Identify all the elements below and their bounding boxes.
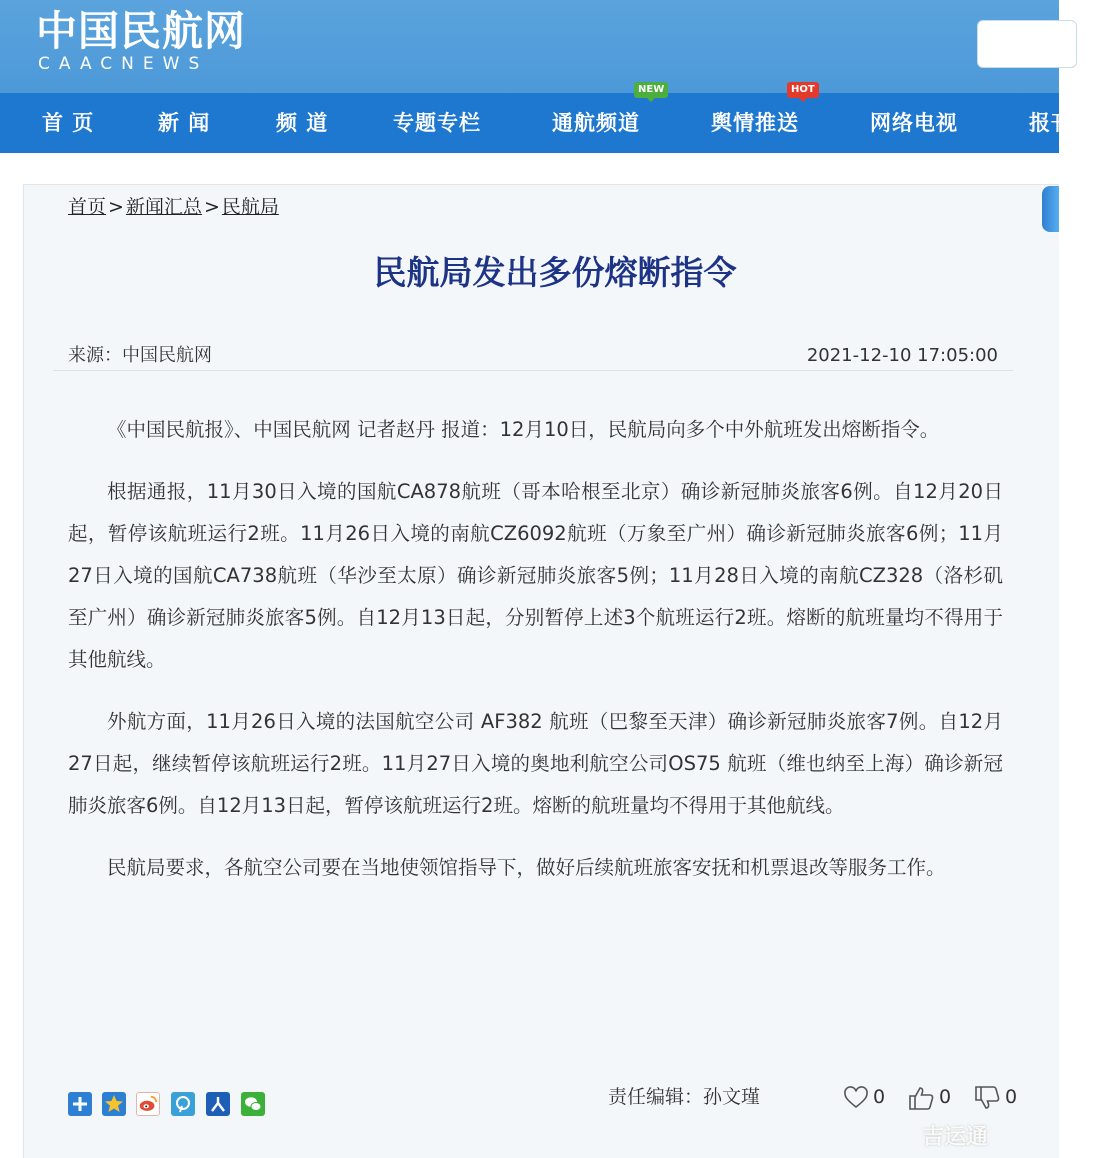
hot-badge: HOT [787,82,819,98]
site-logo[interactable] [36,8,246,74]
responsible-editor: 责任编辑：孙文瑾 [608,1086,761,1108]
like-count: 0 [873,1086,886,1108]
breadcrumb-separator: > [203,196,220,218]
tencent-weibo-icon[interactable] [171,1092,195,1116]
breadcrumb-separator: > [108,196,124,218]
article-source: 来源：中国民航网 [68,345,212,366]
nav-item-news[interactable] [158,93,210,153]
breadcrumb-news-link[interactable]: 新闻汇总 [125,196,202,218]
article-meta [68,341,998,371]
thumbs-up-count: 0 [939,1086,952,1108]
nav-label: 频 道 [276,111,329,135]
nav-item-general-aviation[interactable] [552,84,665,153]
nav-label: 首 页 [42,111,95,135]
article-body [68,409,1003,909]
weibo-icon[interactable] [136,1092,160,1116]
watermark-text: 吉运通 [922,1125,989,1150]
watermark-logo [922,1120,988,1151]
nav-label: 专题专栏 [393,111,481,135]
article-date: 2021-12-10 17:05:00 [806,345,998,366]
nav-item-home[interactable] [42,93,94,153]
nav-label: 新 闻 [158,111,211,135]
nav-item-newspapers[interactable] [1029,93,1073,153]
article-paragraph: 民航局要求，各航空公司要在当地使领馆指导下，做好后续航班旅客安抚和机票退改等服务工作。 [107,856,946,879]
logo-english-text: CAACNEWS [38,54,209,74]
breadcrumb-home-link[interactable]: 首页 [68,196,107,218]
breadcrumb [68,193,279,221]
thumbs-up-icon [907,1085,935,1111]
breadcrumb-caac-link[interactable]: 民航局 [221,196,279,218]
nav-item-channels[interactable] [276,93,328,153]
new-badge: NEW [634,82,668,98]
nav-label: 网络电视 [870,111,958,135]
heart-icon [843,1087,869,1109]
meta-divider [53,370,1013,371]
nav-item-public-opinion[interactable] [711,84,815,153]
renren-icon[interactable] [206,1092,230,1116]
main-nav [0,84,1073,153]
thumbs-down-button[interactable] [973,1082,1017,1112]
thumbs-up-button[interactable] [907,1082,951,1112]
nav-label: 报刊 [1029,111,1073,135]
article-paragraph: 《中国民航报》、中国民航网 记者赵丹 报道：12月10日，民航局向多个中外航班发出熔断指令。 [107,418,940,441]
side-scroll-tab[interactable] [1042,186,1059,232]
wechat-icon[interactable] [241,1092,265,1116]
logo-chinese-text: 中国民航网 [36,7,246,55]
thumbs-down-count: 0 [1005,1086,1018,1108]
plus-share-icon[interactable] [68,1092,92,1116]
like-button[interactable] [843,1082,885,1112]
nav-label: 舆情推送 [711,111,799,135]
search-input[interactable] [977,20,1077,68]
site-header [0,0,1059,93]
article-paragraph: 根据通报，11月30日入境的国航CA878航班（哥本哈根至北京）确诊新冠肺炎旅客6例。自12月20日起，暂停该航班运行2班。11月26日入境的南航CZ6092航班（万象至广州）确诊新冠肺炎旅客6例；11月27日入境的国航CA738航班（华沙至太原）确诊新冠肺炎旅客5例；11月28日入境的南航CZ328（洛杉矶至广州）确诊新冠肺炎旅客5例。自12月13日起，分别暂停上述3个航班运行2班。熔断的航班量均不得用于其他航线。 [68,480,1003,671]
qzone-icon[interactable] [102,1092,126,1116]
nav-label: 通航频道 [552,111,640,135]
article-paragraph: 外航方面，11月26日入境的法国航空公司 AF382 航班（巴黎至天津）确诊新冠肺炎旅客7例。自12月27日起，继续暂停该航班运行2班。11月27日入境的奥地利航空公司OS75 航班（维也纳至上海）确诊新冠肺炎旅客6例。自12月13日起，暂停该航班运行2班。熔断的航班量均不得用于其他航线。 [68,710,1003,817]
nav-item-network-tv[interactable] [870,93,958,153]
article-title: 民航局发出多份熔断指令 [373,253,737,292]
nav-item-special-topics[interactable] [393,93,481,153]
thumbs-down-icon [973,1085,1001,1111]
